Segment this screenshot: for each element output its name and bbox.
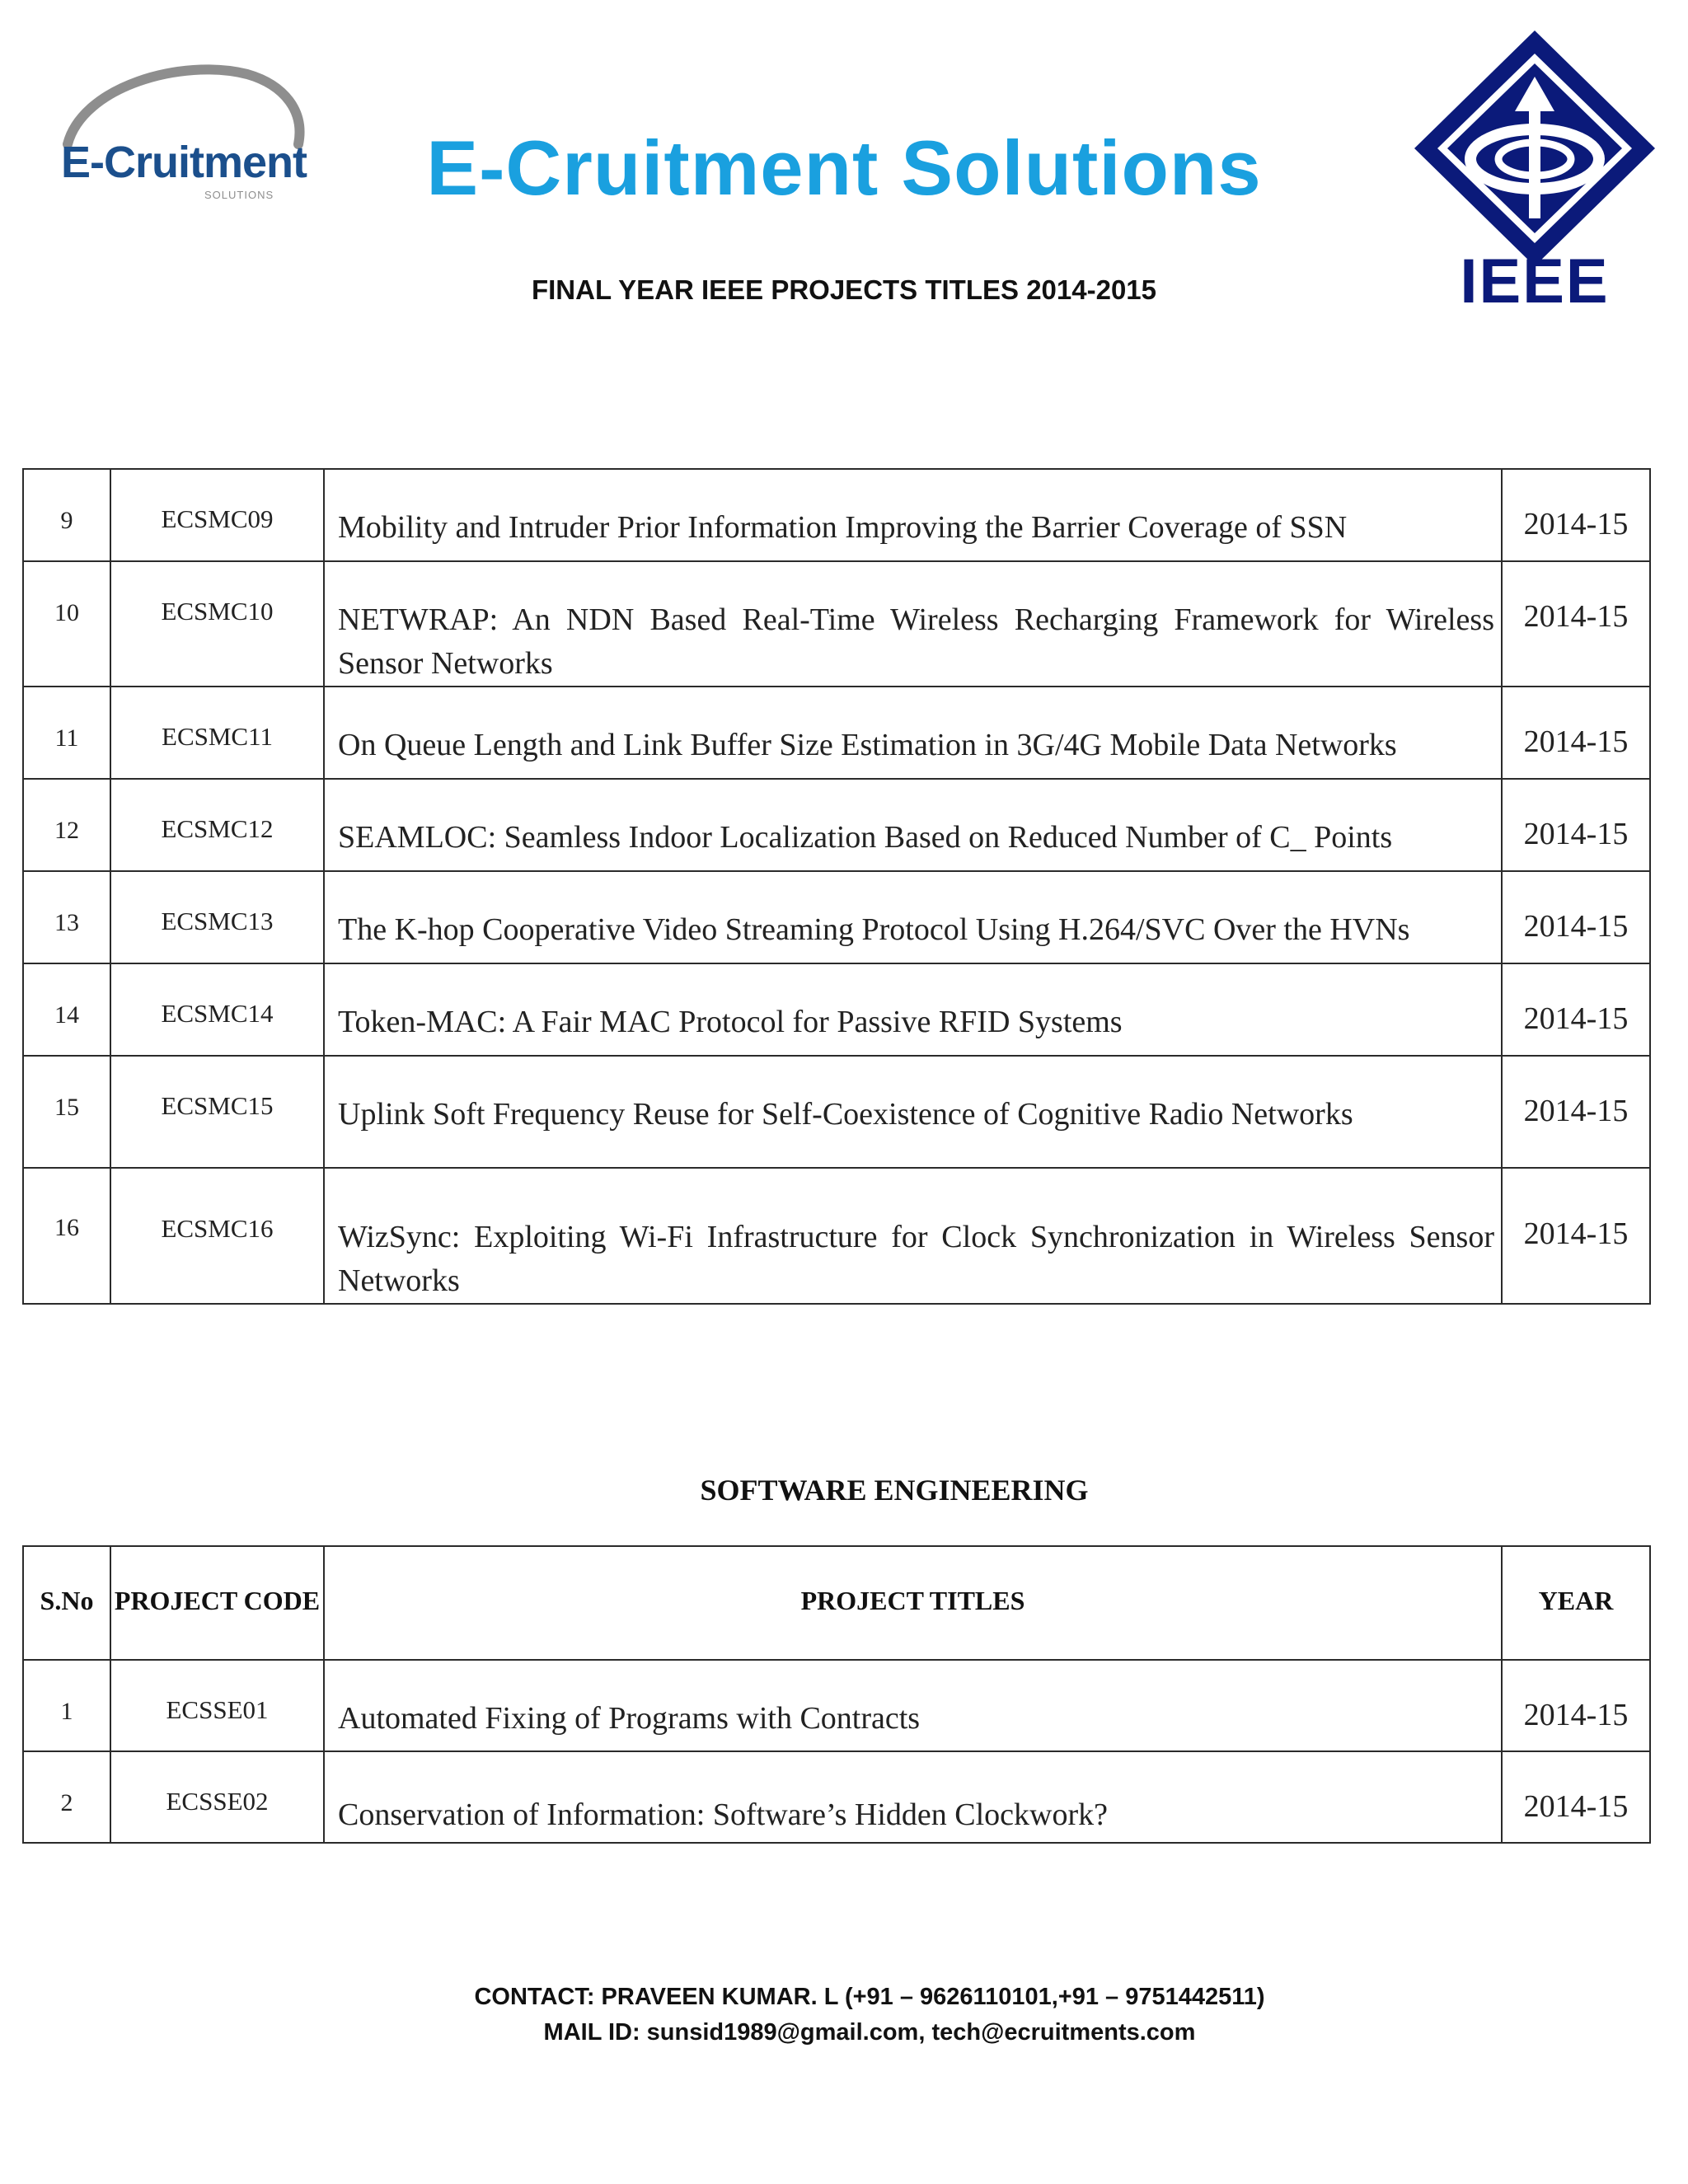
serial-number: 11 <box>54 724 79 752</box>
table-row <box>23 1660 1650 1751</box>
serial-number: 13 <box>54 909 79 936</box>
project-code: ECSMC12 <box>161 814 274 843</box>
project-year: 2014-15 <box>1523 507 1629 541</box>
serial-number: 1 <box>60 1698 73 1725</box>
table-row <box>23 779 1650 871</box>
project-title: NETWRAP: An NDN Based Real-Time Wireless Recharging Framework for Wireless Sensor Networks <box>338 602 1494 681</box>
project-title: Token-MAC: A Fair MAC Protocol for Passive RFID Systems <box>338 1005 1123 1039</box>
section-heading: SOFTWARE ENGINEERING <box>700 1474 1089 1507</box>
project-year: 2014-15 <box>1523 1789 1629 1824</box>
project-code: ECSMC13 <box>161 907 274 935</box>
serial-number: 12 <box>54 817 79 844</box>
contact-info: CONTACT: PRAVEEN KUMAR. L (+91 – 9626110101,+91 – 9751442511) <box>474 1984 1265 2010</box>
logo-subtext: SOLUTIONS <box>204 189 274 201</box>
serial-number: 15 <box>54 1094 79 1121</box>
logo-wordmark: E-Cruitment <box>61 138 307 187</box>
serial-number: 16 <box>54 1214 79 1241</box>
ieee-logo <box>1409 29 1661 309</box>
project-year: 2014-15 <box>1523 1094 1629 1128</box>
project-year: 2014-15 <box>1523 909 1629 944</box>
project-title: SEAMLOC: Seamless Indoor Localization Based on Reduced Number of C_ Points <box>338 820 1393 855</box>
serial-number: 2 <box>60 1789 73 1816</box>
project-code: ECSMC10 <box>161 597 274 626</box>
project-code: ECSMC11 <box>162 722 273 751</box>
table-row <box>23 963 1650 1056</box>
project-year: 2014-15 <box>1523 1001 1629 1036</box>
table-row <box>23 561 1650 687</box>
project-title: WizSync: Exploiting Wi-Fi Infrastructure for Clock Synchronization in Wireless Sensor Networks <box>338 1220 1494 1298</box>
page-title: E-Cruitment Solutions <box>426 124 1262 211</box>
serial-number: 14 <box>54 1001 79 1029</box>
table-header-row <box>23 1546 1650 1660</box>
project-title: Uplink Soft Frequency Reuse for Self-Coexistence of Cognitive Radio Networks <box>338 1097 1353 1132</box>
project-year: 2014-15 <box>1523 599 1629 634</box>
mobile-computing-projects-table <box>22 468 1651 1305</box>
table-row <box>23 687 1650 779</box>
ieee-wordmark: IEEE <box>1460 246 1610 309</box>
serial-number: 10 <box>54 599 79 626</box>
project-title: On Queue Length and Link Buffer Size Estimation in 3G/4G Mobile Data Networks <box>338 728 1397 762</box>
project-title: The K-hop Cooperative Video Streaming Protocol Using H.264/SVC Over the HVNs <box>338 912 1410 947</box>
project-code: ECSMC14 <box>161 999 274 1028</box>
table-row <box>23 871 1650 963</box>
project-title: Mobility and Intruder Prior Information Improving the Barrier Coverage of SSN <box>338 510 1348 545</box>
project-code: ECSSE01 <box>166 1695 269 1724</box>
mail-info: MAIL ID: sunsid1989@gmail.com, tech@ecruitments.com <box>543 2019 1196 2046</box>
table-row <box>23 1056 1650 1168</box>
column-header-sno: S.No <box>40 1586 94 1615</box>
project-year: 2014-15 <box>1523 724 1629 759</box>
project-title: Automated Fixing of Programs with Contracts <box>338 1701 921 1736</box>
project-code: ECSMC16 <box>161 1214 274 1243</box>
table-row <box>23 1168 1650 1304</box>
project-code: ECSMC09 <box>161 504 274 533</box>
table-row <box>23 469 1650 561</box>
column-header-title: PROJECT TITLES <box>800 1586 1025 1615</box>
column-header-year: YEAR <box>1538 1586 1614 1615</box>
serial-number: 9 <box>60 507 73 534</box>
document-subtitle: FINAL YEAR IEEE PROJECTS TITLES 2014-2015 <box>531 274 1157 305</box>
project-year: 2014-15 <box>1523 1216 1629 1251</box>
project-code: ECSSE02 <box>166 1787 269 1816</box>
table-row <box>23 1751 1650 1843</box>
software-engineering-projects-table <box>22 1545 1651 1844</box>
project-year: 2014-15 <box>1523 817 1629 851</box>
project-year: 2014-15 <box>1523 1698 1629 1732</box>
project-title: Conservation of Information: Software’s Hidden Clockwork? <box>338 1797 1108 1832</box>
project-code: ECSMC15 <box>161 1091 274 1120</box>
column-header-code: PROJECT CODE <box>114 1586 321 1615</box>
